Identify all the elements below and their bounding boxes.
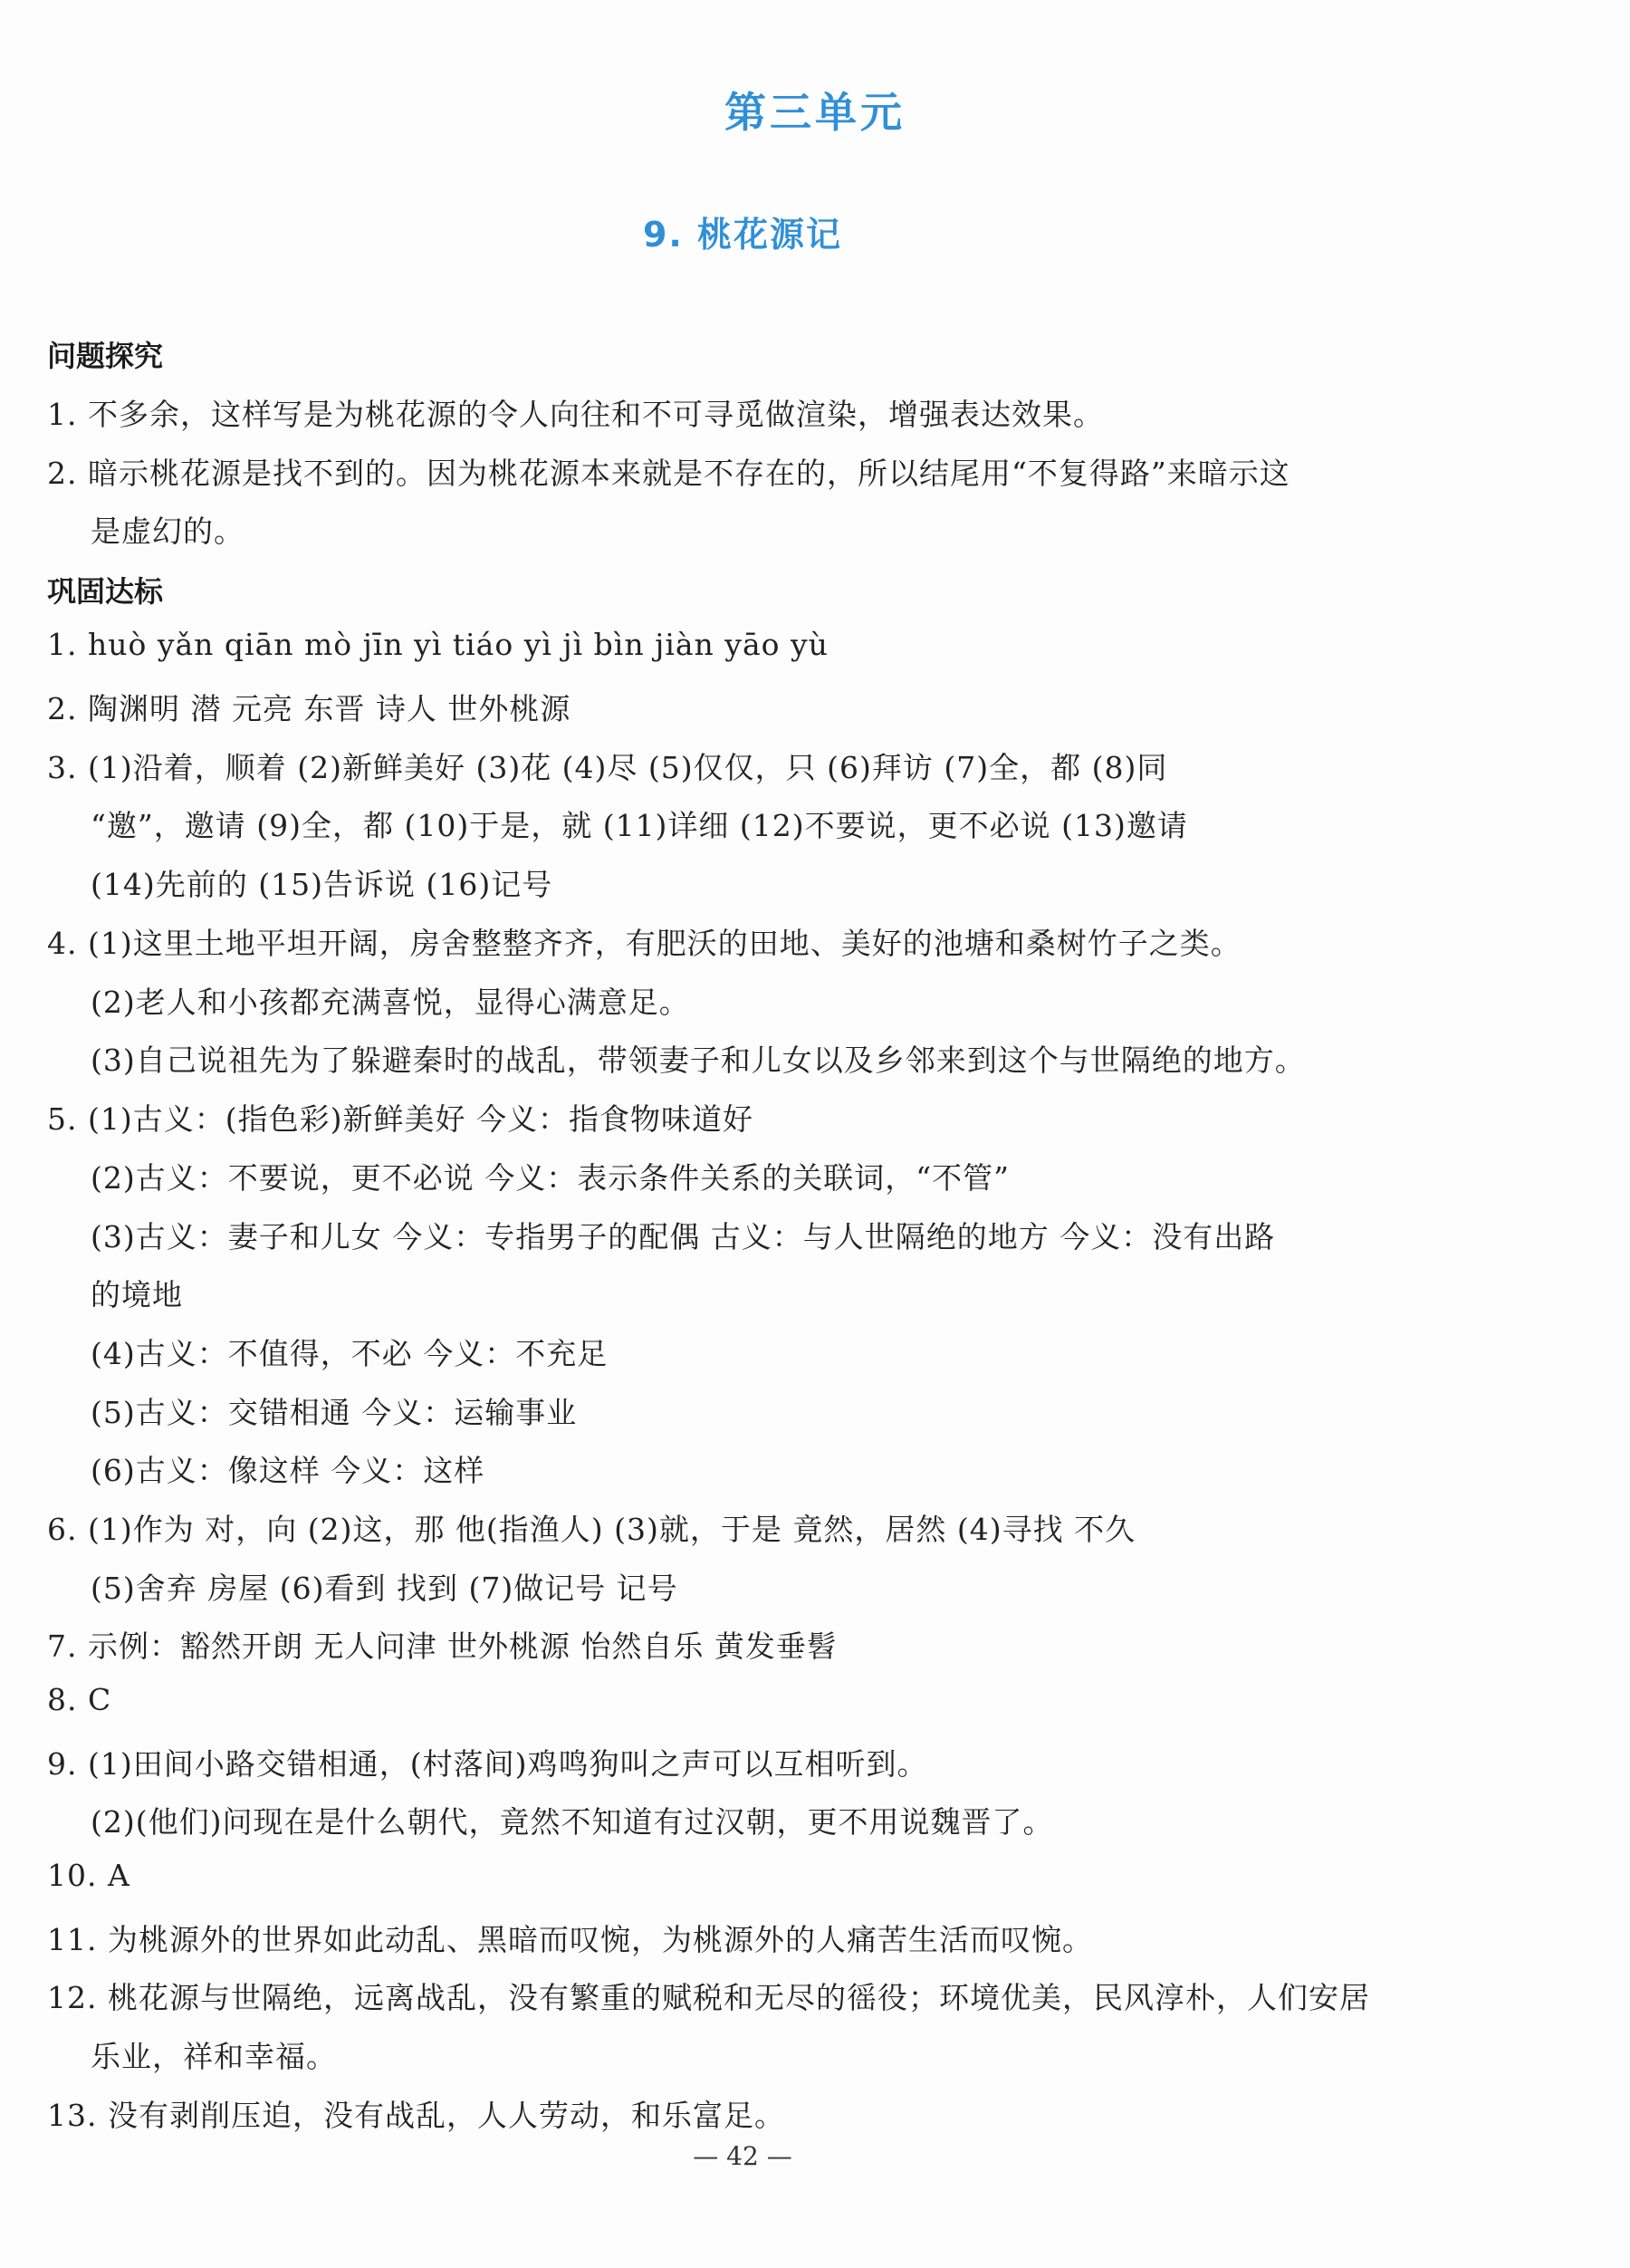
- section-heading-consolidate: 巩固达标: [47, 574, 164, 609]
- answer-line: 1. 不多余，这样写是为桃花源的令人向往和不可寻觅做渲染，增强表达效果。: [47, 397, 1104, 432]
- answer-line: “邀”，邀请 (9)全，都 (10)于是，就 (11)详细 (12)不要说，更不必说 (13)邀请: [91, 808, 1188, 843]
- answer-line: 乐业，祥和幸福。: [91, 2039, 337, 2074]
- answer-line: 6. (1)作为 对，向 (2)这，那 他(指渔人) (3)就，于是 竟然，居然 (4)寻找 不久: [47, 1512, 1136, 1547]
- answer-line: (14)先前的 (15)告诉说 (16)记号: [91, 867, 553, 902]
- answer-line: 10. A: [47, 1858, 130, 1893]
- answer-line: (3)古义：妻子和儿女 今义：专指男子的配偶 古义：与人世隔绝的地方 今义：没有出路: [91, 1219, 1276, 1254]
- answer-line: 5. (1)古义：(指色彩)新鲜美好 今义：指食物味道好: [47, 1101, 753, 1137]
- answer-line: (2)(他们)问现在是什么朝代，竟然不知道有过汉朝，更不用说魏晋了。: [91, 1804, 1054, 1840]
- section-heading-inquiry: 问题探究: [47, 339, 164, 373]
- answer-line: (5)舍弃 房屋 (6)看到 找到 (7)做记号 记号: [91, 1571, 678, 1606]
- answer-line: 2. 陶渊明 潜 元亮 东晋 诗人 世外桃源: [47, 691, 571, 726]
- answer-line: 12. 桃花源与世隔绝，远离战乱，没有繁重的赋税和无尽的徭役；环境优美，民风淳朴，人们安居: [47, 1980, 1370, 2015]
- answer-line: (4)古义：不值得，不必 今义：不充足: [91, 1336, 609, 1371]
- answer-line: 2. 暗示桃花源是找不到的。因为桃花源本来就是不存在的，所以结尾用“不复得路”来暗示这: [47, 456, 1290, 491]
- answer-line: 7. 示例：豁然开朗 无人问津 世外桃源 怡然自乐 黄发垂髫: [47, 1629, 838, 1664]
- answer-line: 的境地: [91, 1277, 183, 1312]
- answer-line: 3. (1)沿着，顺着 (2)新鲜美好 (3)花 (4)尽 (5)仅仅，只 (6)拜访 (7)全，都 (8)同: [47, 750, 1168, 785]
- page-number: — 42 —: [693, 2141, 792, 2171]
- answer-line: (5)古义：交错相通 今义：运输事业: [91, 1395, 578, 1430]
- answer-line: (3)自己说祖先为了躲避秦时的战乱，带领妻子和儿女以及乡邻来到这个与世隔绝的地方。: [91, 1043, 1306, 1078]
- answer-line: 是虚幻的。: [91, 514, 244, 549]
- answer-line: (2)古义：不要说，更不必说 今义：表示条件关系的关联词，“不管”: [91, 1160, 1010, 1196]
- answer-line: 9. (1)田间小路交错相通，(村落间)鸡鸣狗叫之声可以互相听到。: [47, 1746, 928, 1782]
- lesson-title: 9. 桃花源记: [642, 215, 843, 255]
- unit-title: 第三单元: [724, 88, 906, 137]
- answer-line: 13. 没有剥削压迫，没有战乱，人人劳动，和乐富足。: [47, 2098, 785, 2133]
- answer-line: (2)老人和小孩都充满喜悦，显得心满意足。: [91, 985, 690, 1020]
- answer-line: 1. huò yǎn qiān mò jīn yì tiáo yì jì bìn jiàn yāo yù: [47, 627, 829, 662]
- answer-line: (6)古义：像这样 今义：这样: [91, 1453, 485, 1488]
- answer-line: 11. 为桃源外的世界如此动乱、黑暗而叹惋，为桃源外的人痛苦生活而叹惋。: [47, 1922, 1093, 1957]
- answer-line: 4. (1)这里土地平坦开阔，房舍整整齐齐，有肥沃的田地、美好的池塘和桑树竹子之类。: [47, 926, 1242, 961]
- answer-line: 8. C: [47, 1682, 112, 1717]
